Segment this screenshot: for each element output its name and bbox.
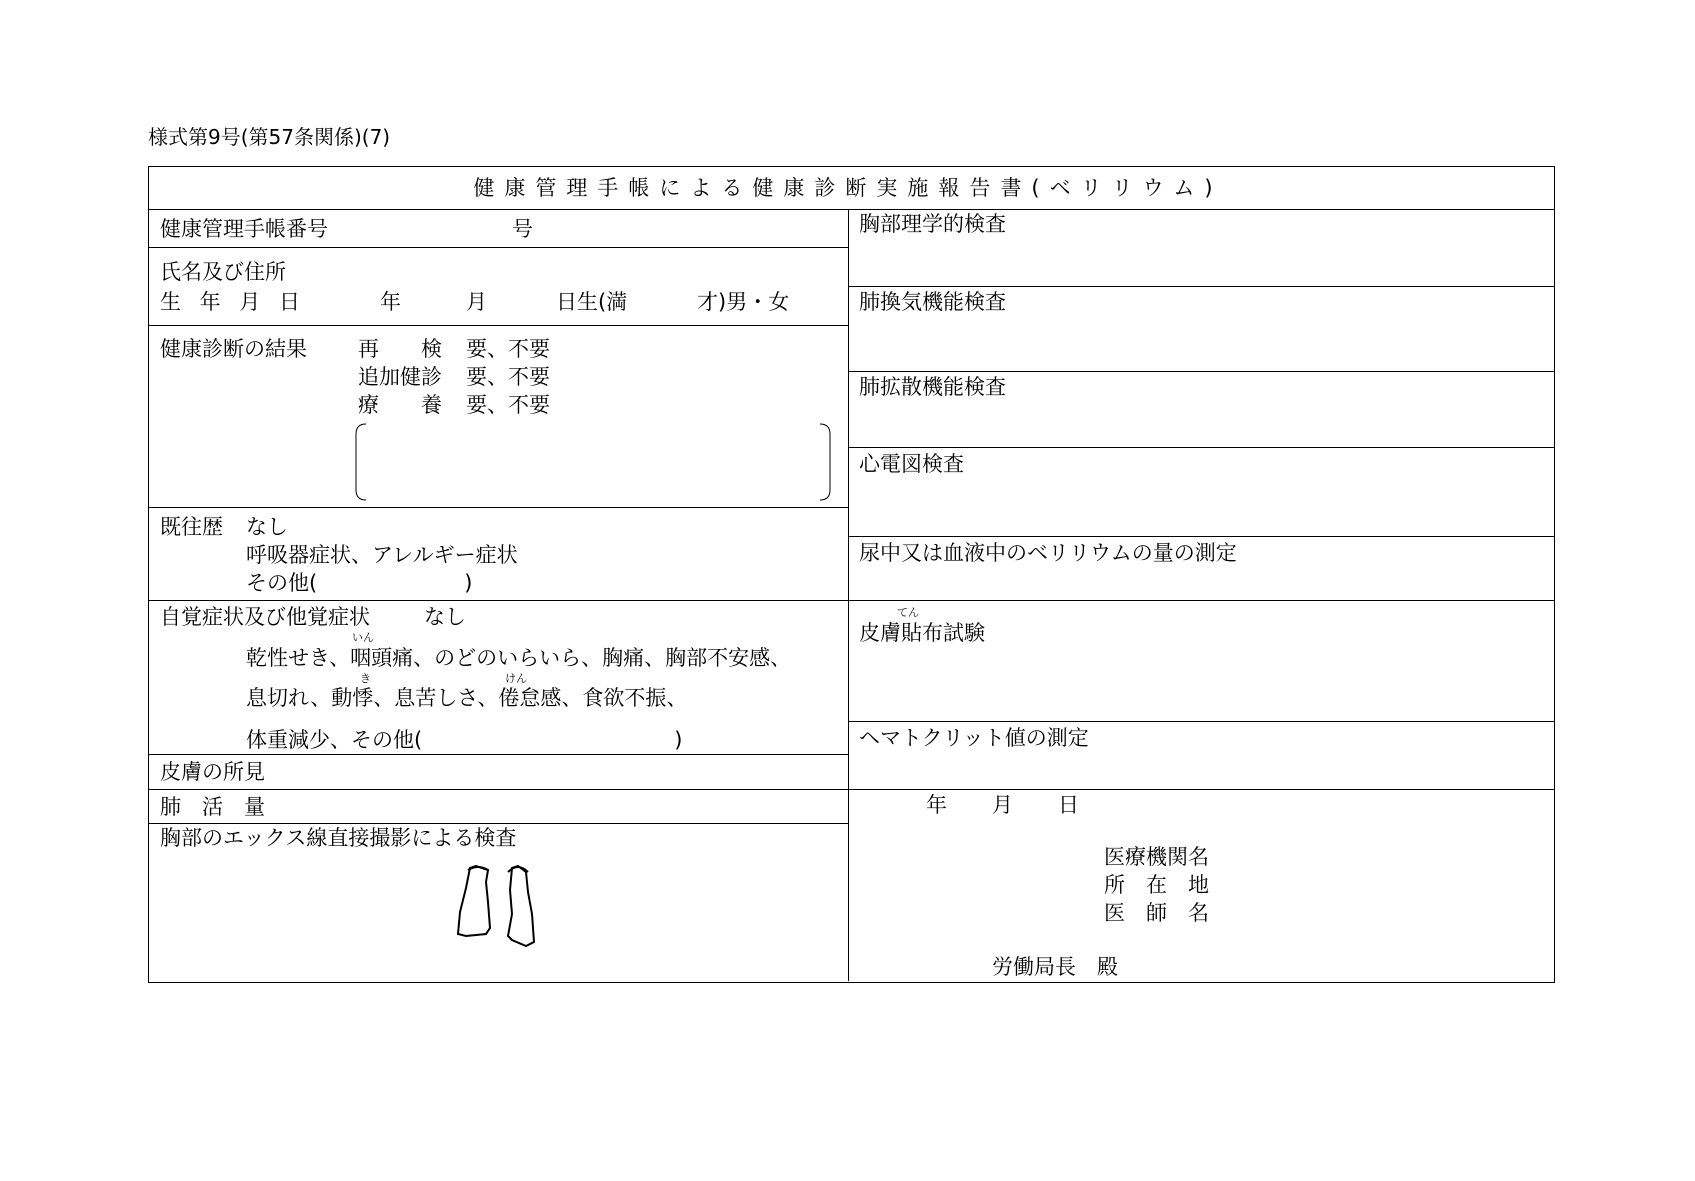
divider [848,600,1554,601]
symptoms-line-2: 乾性せき、咽頭痛、のどのいらいら、胸痛、胸部不安感、 [246,646,792,670]
recheck-item: 再 検 [358,337,442,361]
location-label: 所 在 地 [1104,873,1209,897]
additional-exam-item: 追加健診 [358,365,442,389]
date-day-unit: 日 [1058,793,1079,817]
treatment-item: 療 養 [358,393,442,417]
divider [848,286,1554,287]
birth-day-age-unit: 日生(満 [556,290,628,314]
divider [848,789,1554,790]
date-month-unit: 月 [992,793,1013,817]
ruby-in: いん [352,631,374,644]
form-number: 様式第9号(第57条関係)(7) [148,125,391,149]
ruby-ki: き [360,672,371,685]
divider [848,536,1554,537]
ventilation-test-label: 肺換気機能検査 [859,290,1006,314]
birth-month-unit: 月 [466,290,487,314]
chest-xray-label: 胸部のエックス線直接撮影による検査 [160,826,517,850]
date-year-unit: 年 [926,793,947,817]
vital-capacity-label: 肺 活 量 [160,795,265,819]
symptoms-line-4: 体重減少、その他( ) [246,728,683,752]
beryllium-measurement-label: 尿中又は血液中のベリリウムの量の測定 [859,541,1237,565]
divider [148,789,848,790]
divider [148,325,848,326]
title-divider [148,209,1554,210]
divider [848,721,1554,722]
past-history-other: その他( ) [246,571,473,595]
birthdate-label: 生 年 月 日 [160,290,307,314]
treatment-value: 要、不要 [466,393,550,417]
notebook-number-label: 健康管理手帳番号 [160,217,328,241]
symptoms-none: なし [424,605,466,629]
divider [148,823,848,824]
birth-year-unit: 年 [380,290,401,314]
divider [148,754,848,755]
notebook-number-suffix: 号 [512,217,533,241]
divider [848,371,1554,372]
divider [848,447,1554,448]
past-history-respiratory: 呼吸器症状、アレルギー症状 [246,543,518,567]
ruby-ten: てん [897,606,919,619]
past-history-none: なし [246,515,288,539]
column-divider [848,209,849,981]
form-title: 健康管理手帳による健康診断実施報告書(ベリリウム) [473,176,1223,200]
hematocrit-label: ヘマトクリット値の測定 [859,726,1089,750]
divider [148,507,848,508]
divider [148,600,848,601]
ecg-label: 心電図検査 [859,452,964,476]
addressee-label: 労働局長 殿 [992,955,1118,979]
symptoms-label: 自覚症状及び他覚症状 [160,605,370,629]
recheck-value: 要、不要 [466,337,550,361]
name-address-label: 氏名及び住所 [160,260,286,284]
age-sex-field: 才)男・女 [697,290,790,314]
institution-name-label: 医療機関名 [1104,845,1209,869]
skin-findings-label: 皮膚の所見 [160,760,265,784]
remarks-bracket [352,422,834,502]
lung-diagram-icon [456,862,542,952]
ruby-ken: けん [505,672,527,685]
skin-patch-test-label: 皮膚貼布試験 [859,621,985,645]
doctor-name-label: 医 師 名 [1104,901,1209,925]
additional-exam-value: 要、不要 [466,365,550,389]
divider [148,247,848,248]
diffusion-test-label: 肺拡散機能検査 [859,375,1006,399]
symptoms-line-3: 息切れ、動悸、息苦しさ、倦怠感、食欲不振、 [246,686,688,710]
exam-result-label: 健康診断の結果 [160,337,307,361]
chest-physical-exam-label: 胸部理学的検査 [859,212,1006,236]
past-history-label: 既往歴 [160,515,223,539]
